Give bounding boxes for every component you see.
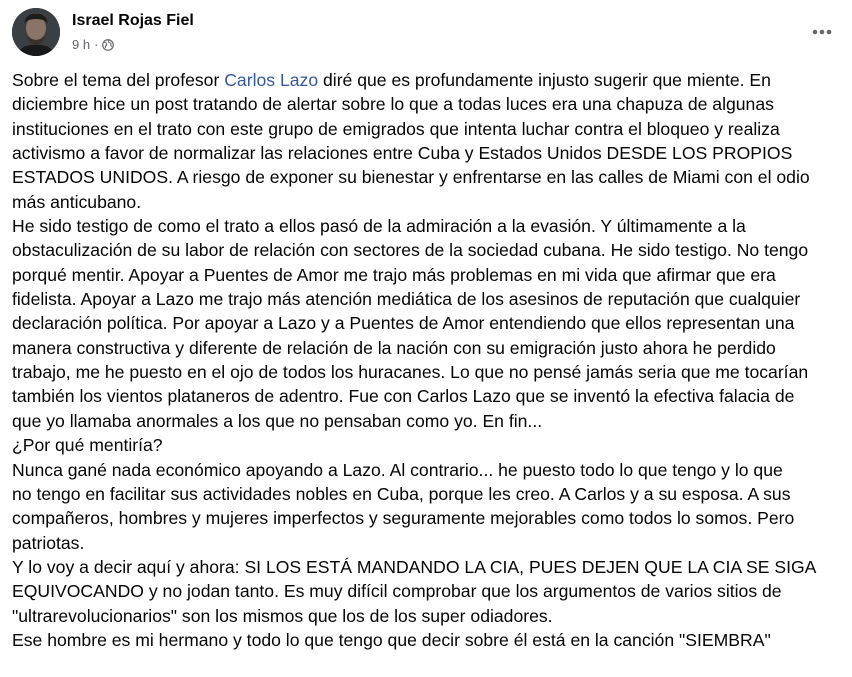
post-line: manera constructiva y diferente de relación de la nación con su emigración justo ahora he perdido xyxy=(12,337,776,358)
post-line: He sido testigo de como el trato a ellos pasó de la admiración a la evasión. Y últimamente a la xyxy=(12,216,746,237)
post-line: activismo a favor de normalizar las relaciones entre Cuba y Estados Unidos DESDE LOS PROPIOS xyxy=(12,143,793,164)
post-line xyxy=(12,68,844,92)
post-text xyxy=(12,68,844,652)
post-line: Nunca gané nada económico apoyando a Lazo. Al contrario... he puesto todo lo que tengo y lo que xyxy=(12,459,783,480)
globe-icon[interactable] xyxy=(102,39,114,51)
post-line: declaración política. Por apoyar a Lazo y a Puentes de Amor entendiendo que ellos representan una xyxy=(12,313,795,334)
post-line: compañeros, hombres y mujeres imperfectos y seguramente mejorables como todos lo somos. Pero xyxy=(12,508,795,529)
post-line: Ese hombre es mi hermano y todo lo que tengo que decir sobre él está en la canción "SIEMBRA" xyxy=(12,629,771,650)
avatar[interactable] xyxy=(12,8,60,56)
more-options-icon xyxy=(812,29,832,35)
post-line: porqué mentir. Apoyar a Puentes de Amor me trajo más problemas en mi vida que afirmar que era xyxy=(12,264,776,285)
meta-separator: · xyxy=(94,37,99,52)
post-header xyxy=(12,8,840,60)
post-line: Y lo voy a decir aquí y ahora: SI LOS ESTÁ MANDANDO LA CIA, PUES DEJEN QUE LA CIA SE SIGA xyxy=(12,556,817,577)
post-line: que yo llamaba anormales a los que no pensaban como yo. En fin... xyxy=(12,410,543,431)
post-line: no tengo en facilitar sus actividades nobles en Cuba, porque les creo. A Carlos y a su esposa. A sus xyxy=(12,483,791,504)
post-line: obstaculización de su labor de relación con sectores de la sociedad cubana. He sido testigo. No tengo xyxy=(12,240,809,261)
post-line: también los vientos plataneros de adentro. Fue con Carlos Lazo que se inventó la efectiva falacia de xyxy=(12,386,795,407)
post-line: ESTADOS UNIDOS. A riesgo de exponer su bienestar y enfrentarse en las calles de Miami con el odio xyxy=(12,167,810,188)
post-line: fidelista. Apoyar a Lazo me trajo más atención mediática de los asesinos de reputación que cualquier xyxy=(12,289,801,310)
post-line: patriotas. xyxy=(12,532,85,553)
author-name[interactable]: Israel Rojas Fiel xyxy=(72,12,194,29)
more-options-button[interactable] xyxy=(804,18,840,46)
post-text-segment: diré que es profundamente injusto sugerir que miente. En xyxy=(318,70,771,90)
post-line: "ultrarevolucionarios" son los mismos que los de los super odiadores. xyxy=(12,605,553,626)
post-line: más anticubano. xyxy=(12,191,142,212)
avatar-photo xyxy=(12,8,60,56)
post-line: EQUIVOCANDO y no jodan tanto. Es muy difícil comprobar que los argumentos de varios sitios de xyxy=(12,581,782,602)
post-time[interactable]: 9 h xyxy=(72,37,91,52)
post-line: instituciones en el trato con este grupo de emigrados que intenta luchar contra el bloqueo y realiza xyxy=(12,118,780,139)
post-line: trabajo, me he puesto en el ojo de todos los huracanes. Lo que no pensé jamás seria que me tocarían xyxy=(12,362,809,383)
post-line: ¿Por qué mentiría? xyxy=(12,435,163,456)
post-line: diciembre hice un post tratando de alertar sobre lo que a todas luces era una chapuza de algunas xyxy=(12,94,774,115)
mention-link[interactable]: Carlos Lazo xyxy=(224,70,319,90)
post-meta xyxy=(72,37,114,52)
post-text-segment: Sobre el tema del profesor xyxy=(12,70,225,90)
